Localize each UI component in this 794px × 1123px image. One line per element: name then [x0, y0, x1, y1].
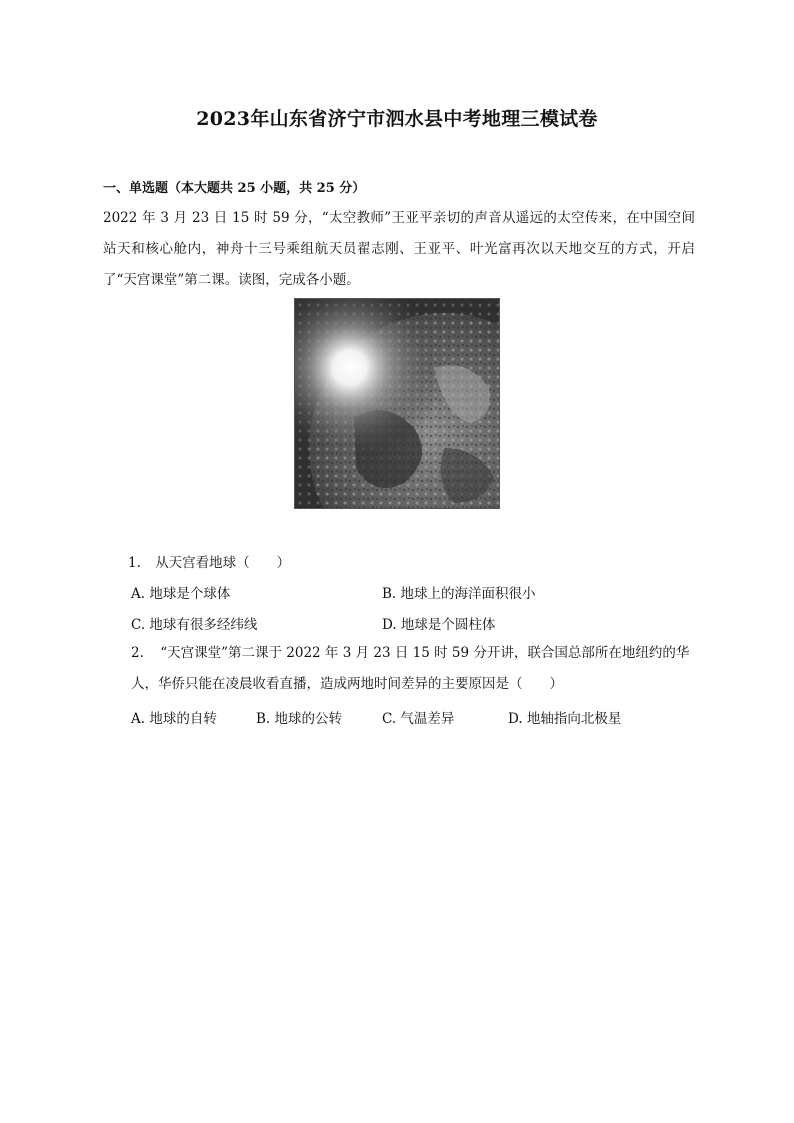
option-c[interactable]: C. 气温差异	[382, 711, 455, 727]
question-1	[128, 551, 290, 571]
exam-title: 2023年山东省济宁市泗水县中考地理三模试卷	[196, 108, 598, 130]
option-a[interactable]: A. 地球的自转	[131, 711, 217, 727]
option-c[interactable]: C. 地球有很多经纬线	[131, 617, 258, 633]
option-d[interactable]: D. 地轴指向北极星	[508, 711, 622, 727]
earth-photo-graphic	[294, 298, 500, 509]
question-text: “天宫课堂”第二课于 2022 年 3 月 23 日 15 时 59 分开讲，联合国总部所在地纽约的华人，华侨只能在凌晨收看直播，造成两地时间差异的主要原因是（ ）	[131, 645, 690, 692]
option-a[interactable]: A. 地球是个球体	[131, 586, 231, 602]
option-b[interactable]: B. 地球的公转	[256, 711, 343, 727]
reading-passage: 2022 年 3 月 23 日 15 时 59 分，“太空教师”王亚平亲切的声音从遥远的太空传来，在中国空间站天和核心舱内，神舟十三号乘组航天员翟志刚、王亚平、叶光富再次以天地交互的方式，开启了“天宫课堂”第二课。读图，完成各小题。	[103, 210, 695, 288]
option-d[interactable]: D. 地球是个圆柱体	[382, 617, 496, 633]
question-number: 1.	[128, 555, 141, 571]
question-text: 从天宫看地球（ ）	[155, 555, 291, 571]
section-heading: 一、单选题（本大题共 25 小题，共 25 分）	[103, 181, 366, 196]
earth-from-space-photo	[294, 298, 500, 509]
question-number: 2.	[131, 645, 144, 661]
option-b[interactable]: B. 地球上的海洋面积很小	[382, 586, 536, 602]
question-2	[131, 638, 696, 700]
